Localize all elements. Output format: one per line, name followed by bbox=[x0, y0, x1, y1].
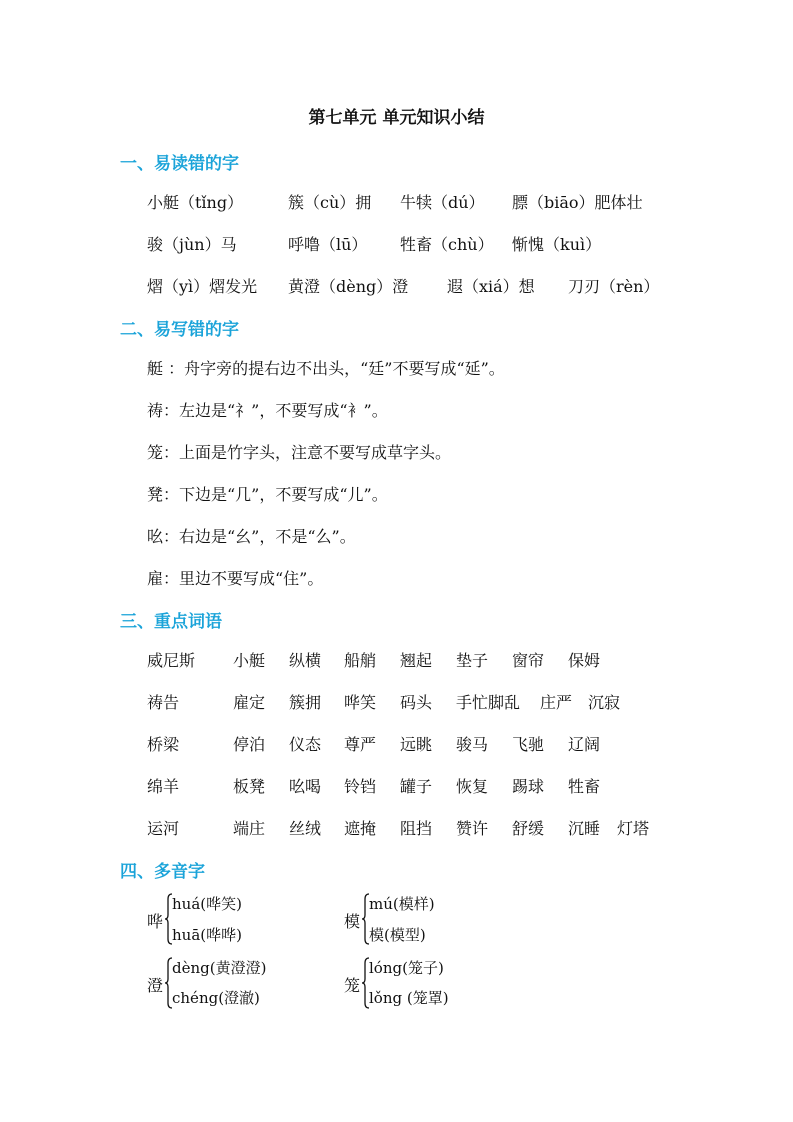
word: 舒缓 bbox=[512, 819, 545, 838]
word: 庄严 bbox=[540, 693, 573, 712]
polyphone-reading: lǒng (笼罩) bbox=[369, 989, 449, 1007]
word: 纵横 bbox=[289, 651, 322, 670]
word: 阻挡 bbox=[400, 819, 433, 838]
word: 仪态 bbox=[289, 735, 322, 754]
misread-item: 刀刃（rèn） bbox=[568, 277, 660, 296]
word: 端庄 bbox=[233, 819, 266, 838]
word: 尊严 bbox=[344, 735, 377, 754]
word: 哗笑 bbox=[344, 693, 377, 712]
misread-item: 牛犊（dú） bbox=[400, 193, 485, 212]
word: 簇拥 bbox=[289, 693, 322, 712]
word: 祷告 bbox=[147, 693, 180, 712]
word: 辽阔 bbox=[568, 735, 601, 754]
word: 遮掩 bbox=[344, 819, 377, 838]
misread-item: 熠（yì）熠发光 bbox=[147, 277, 258, 296]
polyphone-char: 澄 bbox=[147, 976, 164, 995]
polyphone-reading: chéng(澄澈) bbox=[172, 989, 260, 1007]
word: 恢复 bbox=[456, 777, 489, 796]
misread-item: 呼噜（lū） bbox=[288, 235, 368, 254]
word: 板凳 bbox=[233, 777, 266, 796]
word: 踢球 bbox=[512, 777, 545, 796]
word: 雇定 bbox=[233, 693, 266, 712]
word: 翘起 bbox=[400, 651, 433, 670]
word: 保姆 bbox=[568, 651, 601, 670]
miswrite-line: 吆：右边是“幺”，不是“么”。 bbox=[147, 527, 356, 546]
word: 停泊 bbox=[233, 735, 266, 754]
word: 罐子 bbox=[400, 777, 433, 796]
polyphone-reading: huā(哗哗) bbox=[172, 926, 242, 944]
word: 船艄 bbox=[344, 651, 377, 670]
word: 丝绒 bbox=[289, 819, 322, 838]
misread-item: 黄澄（dèng）澄 bbox=[288, 277, 409, 296]
miswrite-line: 笼：上面是竹字头，注意不要写成草字头。 bbox=[147, 443, 452, 462]
word: 垫子 bbox=[456, 651, 489, 670]
polyphone-char: 笼 bbox=[344, 976, 361, 995]
miswrite-line: 祷：左边是“礻”，不要写成“衤”。 bbox=[147, 401, 388, 420]
misread-item: 膘（biāo）肥体壮 bbox=[512, 193, 643, 212]
word: 窗帘 bbox=[512, 651, 545, 670]
polyphone-char: 哗 bbox=[147, 912, 164, 931]
section-heading-misread: 一、易读错的字 bbox=[120, 154, 239, 174]
polyphone-reading: huá(哗笑) bbox=[172, 895, 242, 913]
polyphone-reading: lóng(笼子) bbox=[369, 959, 444, 977]
section-heading-words: 三、重点词语 bbox=[120, 612, 222, 632]
word: 运河 bbox=[147, 819, 180, 838]
word: 沉寂 bbox=[588, 693, 621, 712]
miswrite-line: 艇 ：舟字旁的提右边不出头，“廷”不要写成“延”。 bbox=[147, 359, 505, 378]
misread-item: 牲畜（chù） bbox=[400, 235, 494, 254]
misread-item: 遐（xiá）想 bbox=[447, 277, 535, 296]
word: 威尼斯 bbox=[147, 651, 196, 670]
polyphone-char: 模 bbox=[344, 912, 361, 931]
section-heading-miswrite: 二、易写错的字 bbox=[120, 320, 239, 340]
misread-item: 惭愧（kuì） bbox=[512, 235, 602, 254]
misread-item: 簇（cù）拥 bbox=[288, 193, 372, 212]
word: 赞许 bbox=[456, 819, 489, 838]
misread-item: 骏（jùn）马 bbox=[147, 235, 237, 254]
word: 牲畜 bbox=[568, 777, 601, 796]
word: 小艇 bbox=[233, 651, 266, 670]
word: 骏马 bbox=[456, 735, 489, 754]
polyphone-reading: mú(模样) bbox=[369, 895, 435, 913]
word: 铃铛 bbox=[344, 777, 377, 796]
word: 码头 bbox=[400, 693, 433, 712]
word: 灯塔 bbox=[617, 819, 650, 838]
word: 吆喝 bbox=[289, 777, 322, 796]
miswrite-line: 凳：下边是“几”，不要写成“儿”。 bbox=[147, 485, 388, 504]
page-title: 第七单元 单元知识小结 bbox=[308, 108, 485, 128]
word: 手忙脚乱 bbox=[456, 693, 521, 712]
polyphone-reading: 模(模型) bbox=[369, 926, 426, 944]
word: 远眺 bbox=[400, 735, 433, 754]
word: 沉睡 bbox=[568, 819, 601, 838]
miswrite-line: 雇：里边不要写成“住”。 bbox=[147, 569, 324, 588]
word: 飞驰 bbox=[512, 735, 545, 754]
section-heading-polyphones: 四、多音字 bbox=[120, 862, 205, 882]
word: 绵羊 bbox=[147, 777, 180, 796]
misread-item: 小艇（tǐng） bbox=[147, 193, 244, 212]
polyphone-reading: dèng(黄澄澄) bbox=[172, 959, 267, 977]
word: 桥梁 bbox=[147, 735, 180, 754]
